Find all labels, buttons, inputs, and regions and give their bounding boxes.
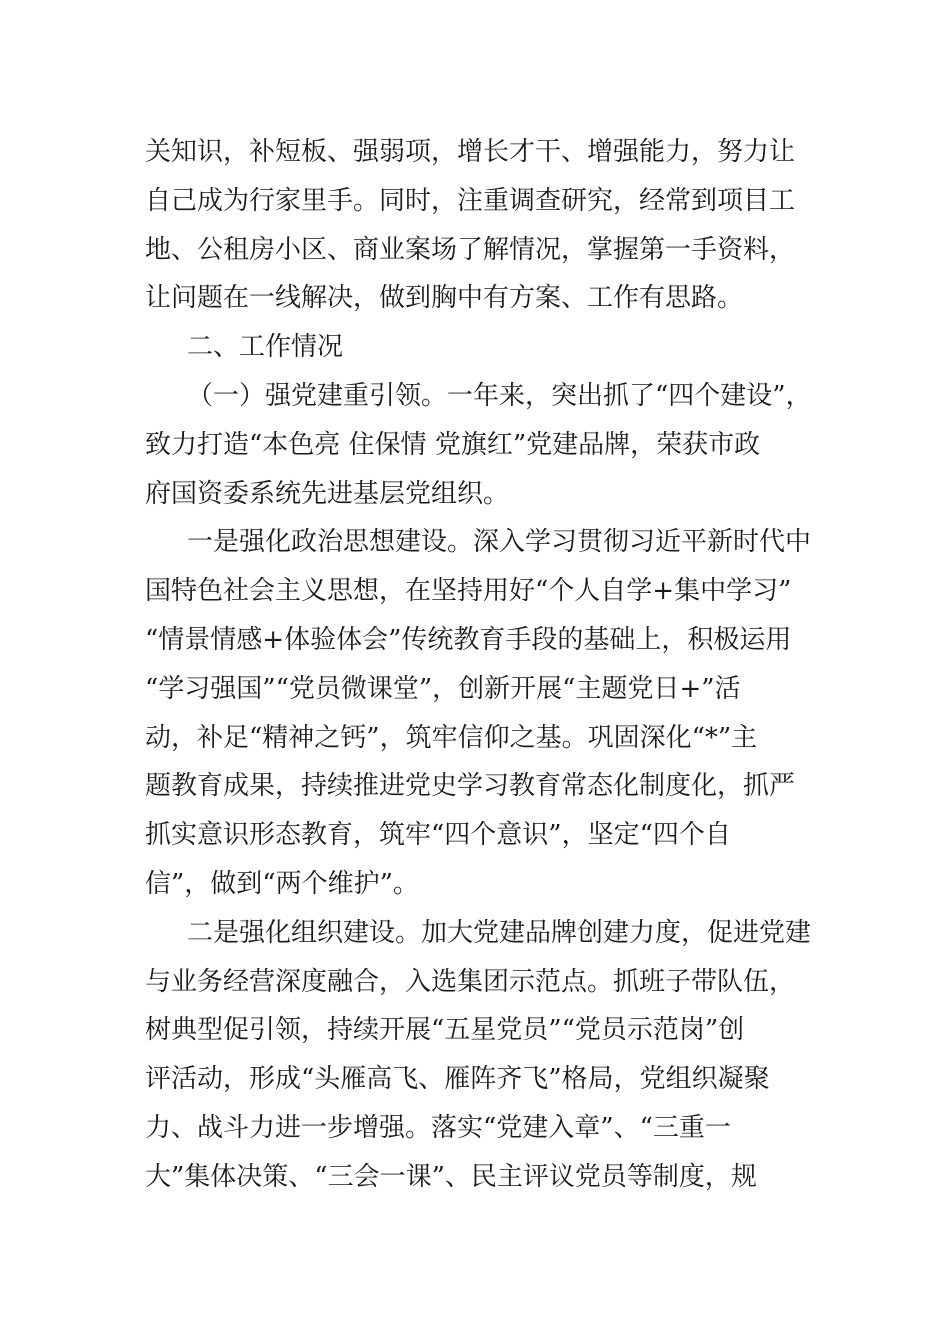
text-line: 评活动，形成“头雁高飞、雁阵齐飞”格局，党组织凝聚 (145, 1064, 770, 1095)
text-line: 国特色社会主义思想，在坚持用好“个人自学+集中学习” (145, 576, 792, 607)
text-line: 与业务经营深度融合，入选集团示范点。抓班子带队伍， (145, 966, 796, 997)
text-line: 抓实意识形态教育，筑牢“四个意识”，坚定“四个自 (145, 820, 731, 851)
text-line: 关知识，补短板、强弱项，增长才干、增强能力，努力让 (145, 137, 796, 167)
text-line: 动，补足“精神之钙”，筑牢信仰之基。巩固深化“*”主 (145, 722, 758, 753)
text-line: 地、公租房小区、商业案场了解情况，掌握第一手资料， (145, 234, 796, 265)
paragraph-start: 二是强化组织建设。加大党建品牌创建力度，促进党建 (187, 917, 812, 948)
text-line: “学习强国”“党员微课堂”，创新开展“主题党日+”活 (145, 673, 741, 704)
text-line: 让问题在一线解决，做到胸中有方案、工作有思路。 (145, 283, 744, 314)
text-line: 力、战斗力进一步增强。落实“党建入章”、“三重一 (145, 1112, 731, 1143)
text-line: 自己成为行家里手。同时，注重调查研究，经常到项目工 (145, 185, 796, 216)
section-heading: 二、工作情况 (187, 332, 344, 363)
text-line: 府国资委系统先进基层党组织。 (145, 478, 510, 509)
text-line: 信”，做到“两个维护”。 (145, 868, 419, 899)
text-line: “情景情感+体验体会”传统教育手段的基础上，积极运用 (145, 624, 792, 655)
document-body (145, 128, 815, 1202)
subsection-heading: （一）强党建重引领。一年来，突出抓了“四个建设”， (187, 380, 812, 411)
text-line: 致力打造“本色亮 住保情 党旗红”党建品牌，荣获市政 (145, 429, 761, 460)
text-line: 大”集体决策、“三会一课”、民主评议党员等制度，规 (145, 1161, 757, 1192)
text-line: 树典型促引领，持续开展“五星党员”“党员示范岗”创 (145, 1015, 745, 1046)
text-line: 题教育成果，持续推进党史学习教育常态化制度化，抓严 (145, 771, 796, 802)
paragraph-start: 一是强化政治思想建设。深入学习贯彻习近平新时代中 (187, 527, 812, 558)
